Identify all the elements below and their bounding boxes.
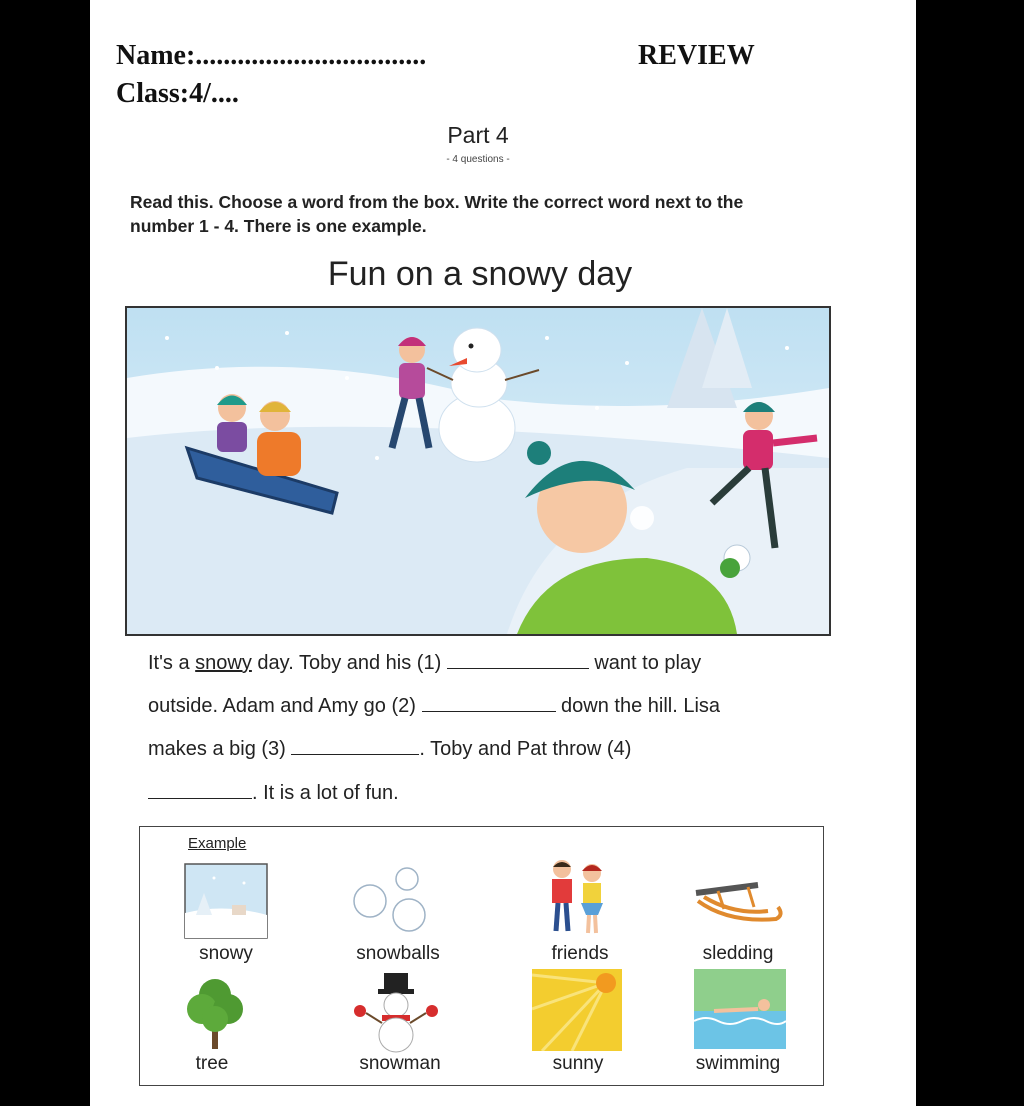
answer-blank-2[interactable] (422, 693, 556, 712)
name-field-label: Name:................................. (116, 40, 427, 71)
word-snowballs: snowballs (356, 943, 440, 964)
example-label: Example (188, 835, 247, 852)
snowman-icon (348, 971, 444, 1053)
word-swimming: swimming (695, 1053, 781, 1074)
class-field-label: Class:4/.... (116, 78, 239, 109)
answer-blank-4[interactable] (148, 780, 252, 799)
word-sunny: sunny (552, 1053, 604, 1074)
word-friends: friends (551, 943, 609, 964)
snowy-day-illustration (125, 306, 831, 636)
word-snowman: snowman (359, 1053, 441, 1074)
swimming-icon (694, 969, 786, 1049)
snowballs-icon (345, 863, 435, 939)
example-answer: snowy (195, 652, 252, 674)
question-count: - 4 questions - (446, 154, 510, 165)
review-heading: REVIEW (638, 40, 755, 71)
friends-icon (538, 857, 618, 941)
word-tree: tree (195, 1053, 229, 1074)
story-text: It's a (148, 652, 196, 674)
story-text: . Toby and Pat throw (4) (419, 738, 632, 760)
instructions-text: Read this. Choose a word from the box. Write the correct word next to the number 1 - 4. There is one example. (130, 192, 744, 236)
story-title: Fun on a snowy day (327, 255, 633, 293)
story-text: day. Toby and his (1) (251, 652, 447, 674)
word-sledding: sledding (702, 943, 774, 964)
sled-icon (688, 871, 788, 931)
story-text: makes a big (3) (148, 738, 292, 760)
part-title: Part 4 (447, 122, 509, 148)
story-line-1 (148, 650, 848, 675)
story-text: down the hill. Lisa (555, 695, 721, 717)
story-text: . It is a lot of fun. (252, 782, 399, 804)
word-box (139, 826, 824, 1086)
answer-blank-3[interactable] (291, 736, 419, 755)
snowy-scene-icon (184, 863, 268, 939)
story-line-4 (148, 780, 848, 805)
story-text: want to play (588, 652, 702, 674)
story-text: outside. Adam and Amy go (2) (148, 695, 422, 717)
answer-blank-1[interactable] (447, 650, 589, 669)
worksheet-page (90, 0, 916, 1106)
sun-icon (532, 969, 622, 1051)
story-line-3 (148, 736, 848, 761)
word-snowy: snowy (199, 943, 253, 964)
tree-icon (182, 975, 248, 1051)
story-line-2 (148, 693, 848, 718)
